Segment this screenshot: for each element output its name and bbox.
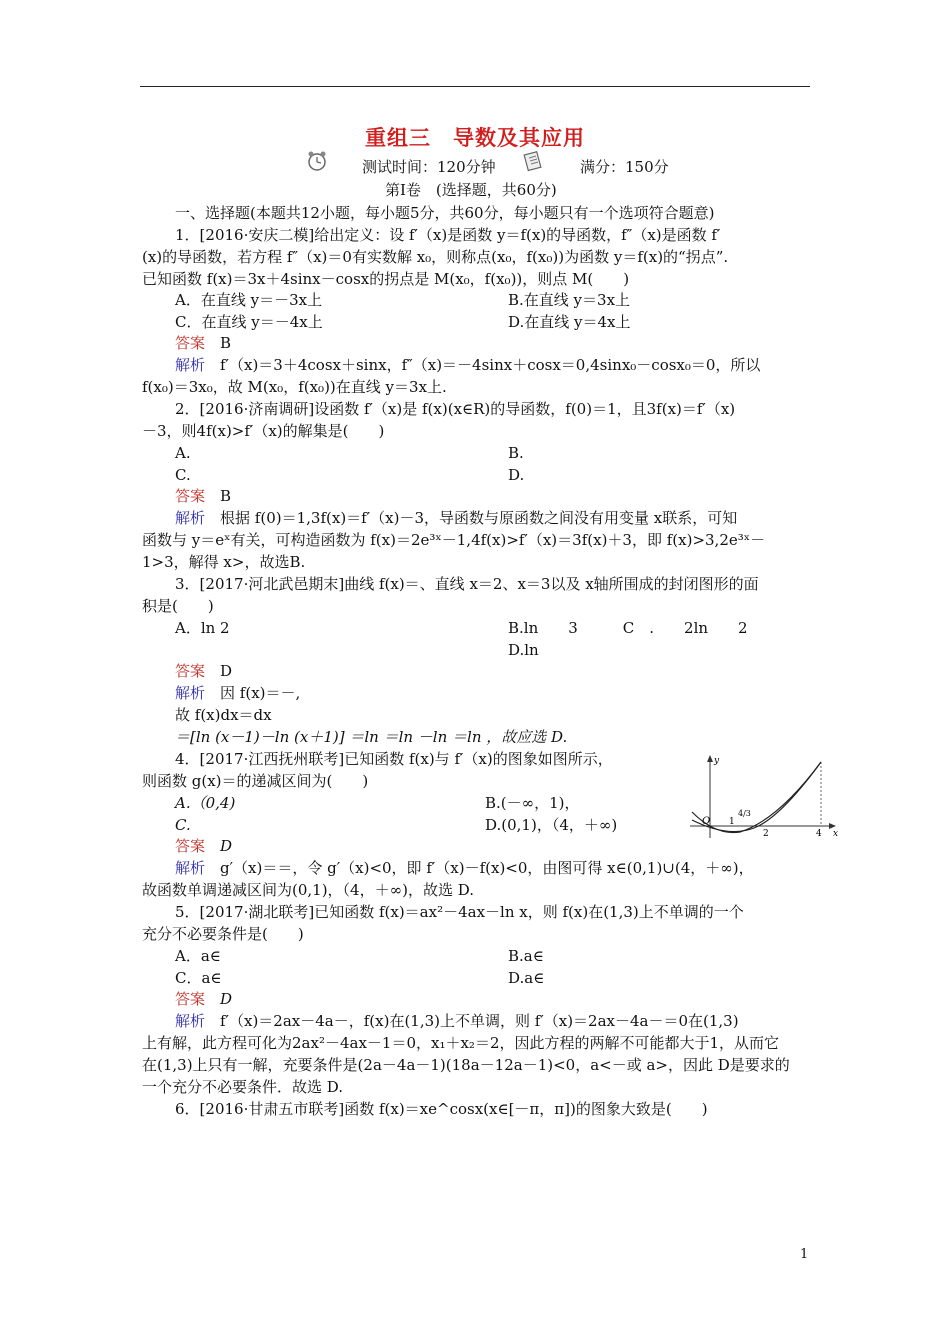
solution-text: f′（x)＝2ax－4a－，f(x)在(1,3)上不单调，则 f′（x)＝2ax－4a－＝0在(1,3): [220, 1012, 739, 1030]
q3-solution-1: [175, 683, 300, 703]
q5-option-a: A．a∈: [175, 947, 221, 965]
function-graph-figure: [688, 754, 840, 846]
test-time: 测试时间：120分钟: [362, 158, 496, 176]
q3-solution-3: ＝[ln (x－1)－ln (x＋1)] ＝ln ＝ln －ln ＝ln ，故应选 D.: [175, 728, 568, 746]
q1-line-2: (x)的导函数，若方程 f″（x)＝0有实数解 x₀，则称点(x₀，f(x₀))为函数 y＝f(x)的“拐点”.: [142, 248, 729, 266]
q5-line-1: 5．[2017·湖北联考]已知函数 f(x)＝ax²－4ax－ln x，则 f(x)在(1,3)上不单调的一个: [175, 903, 744, 921]
q1-line-1: 1．[2016·安庆二模]给出定义：设 f′（x)是函数 y＝f(x)的导函数，f″（x)是函数 f′: [175, 226, 721, 244]
q2-line-1: 2．[2016·济南调研]设函数 f′（x)是 f(x)(x∈R)的导函数，f(0)＝1，且3f(x)＝f′（x): [175, 400, 736, 418]
answer-value: D: [220, 837, 233, 855]
q6-line-1: 6．[2016·甘肃五市联考]函数 f(x)＝xe^cosx(x∈[－π，π])的图象大致是( ): [175, 1100, 708, 1118]
solution-label: 解析: [175, 684, 206, 702]
q5-option-c: C．a∈: [175, 969, 222, 987]
answer-label: 答案: [175, 487, 206, 505]
q3-answer: [175, 661, 232, 681]
curve-f: [692, 762, 821, 832]
q4-answer: [175, 836, 232, 856]
solution-label: 解析: [175, 356, 206, 374]
q3-line-2: 积是( ): [142, 597, 214, 615]
page-title: 重组三 导数及其应用: [365, 125, 585, 150]
q1-answer: [175, 333, 231, 353]
answer-value: B: [220, 487, 232, 505]
q2-solution-2: 函数与 y＝eˣ有关，可构造函数为 f(x)＝2e³ˣ－1,4f(x)>f′（x)＝3f(x)＋3，即 f(x)>3,2e³ˣ－: [142, 531, 766, 549]
q5-solution-4: 一个充分不必要条件．故选 D.: [142, 1078, 344, 1096]
q4-solution-2: 故函数单调递减区间为(0,1)，（4，＋∞)，故选 D.: [142, 881, 474, 899]
graph-tick-1: 1: [729, 817, 735, 827]
q1-option-b: B.在直线 y＝3x上: [508, 291, 631, 309]
answer-label: 答案: [175, 990, 206, 1008]
q5-line-2: 充分不必要条件是( ): [142, 925, 304, 943]
q3-option-d: D.ln: [508, 641, 539, 659]
q4-option-b: B.(－∞，1)，: [485, 794, 580, 812]
exam-paper-icon: [522, 150, 544, 172]
q2-option-c: C.: [175, 466, 191, 484]
graph-tick-4-3: 4/3: [738, 809, 751, 818]
part-heading: 一、选择题(本题共12小题，每小题5分，共60分，每小题只有一个选项符合题意): [175, 204, 715, 222]
q4-solution-1: [175, 858, 754, 878]
q4-line-1: 4．[2017·江西抚州联考]已知函数 f(x)与 f′（x)的图象如图所示，: [175, 750, 613, 768]
alarm-clock-icon: [306, 150, 328, 172]
graph-tick-2: 2: [763, 829, 769, 839]
q5-option-b: B.a∈: [508, 947, 544, 965]
solution-text: 因 f(x)＝－,: [220, 684, 301, 702]
solution-text: 根据 f(0)＝1,3f(x)＝f′（x)－3，导函数与原函数之间没有用变量 x联系，可知: [220, 509, 738, 527]
q5-option-d: D.a∈: [508, 969, 545, 987]
q3-option-bc: B.ln 3 C . 2ln 2: [508, 619, 748, 637]
graph-x-label: x: [833, 829, 839, 839]
q2-line-2: －3，则4f(x)>f′（x)的解集是( ): [142, 422, 385, 440]
q2-solution-3: 1>3，解得 x>，故选B.: [142, 553, 306, 571]
q1-option-a: A．在直线 y＝－3x上: [175, 291, 323, 309]
q4-option-d: D.(0,1)，（4，＋∞): [485, 816, 618, 834]
y-axis-arrow: [707, 755, 713, 762]
solution-label: 解析: [175, 509, 206, 527]
answer-value: D: [220, 990, 233, 1008]
answer-label: 答案: [175, 334, 206, 352]
q3-solution-2: 故 f(x)dx＝dx: [175, 706, 272, 724]
graph-origin-label: O: [702, 816, 711, 827]
answer-value: D: [220, 662, 233, 680]
q5-solution-3: 在(1,3)上只有一解，充要条件是(2a－4a－1)(18a－12a－1)<0，a<－或 a>，因此 D是要求的: [142, 1056, 790, 1074]
answer-label: 答案: [175, 837, 206, 855]
q3-line-1: 3．[2017·河北武邑期末]曲线 f(x)＝、直线 x＝2、x＝3以及 x轴所围成的封闭图形的面: [175, 575, 759, 593]
q1-solution-2: f(x₀)＝3x₀，故 M(x₀，f(x₀))在直线 y＝3x上.: [142, 378, 447, 396]
q2-solution-1: [175, 508, 737, 528]
solution-label: 解析: [175, 1012, 206, 1030]
q1-option-c: C．在直线 y＝－4x上: [175, 313, 323, 331]
q1-solution-1: [175, 355, 760, 375]
q5-solution-1: [175, 1011, 739, 1031]
q5-answer: [175, 989, 232, 1009]
q1-option-d: D.在直线 y＝4x上: [508, 313, 631, 331]
q3-option-a: A．ln 2: [175, 619, 230, 637]
q2-answer: [175, 486, 231, 506]
full-score: 满分：150分: [580, 158, 669, 176]
q2-option-b: B.: [508, 444, 524, 462]
page-number: 1: [800, 1247, 809, 1262]
answer-value: B: [220, 334, 232, 352]
q4-option-a: A.（0,4): [175, 794, 236, 812]
section-heading: 第Ⅰ卷 (选择题，共60分): [385, 181, 557, 199]
solution-text: f′（x)＝3＋4cosx＋sinx，f″（x)＝－4sinx＋cosx＝0,4sinx₀－cosx₀＝0，所以: [220, 356, 761, 374]
solution-label: 解析: [175, 859, 206, 877]
answer-label: 答案: [175, 662, 206, 680]
q5-solution-2: 上有解，此方程可化为2ax²－4ax－1＝0，x₁＋x₂＝2，因此方程的两解不可能都大于1，从而它: [142, 1034, 780, 1052]
graph-tick-4: 4: [816, 829, 822, 839]
q4-option-c: C.: [175, 816, 191, 834]
header-rule: [140, 86, 810, 87]
q2-option-d: D.: [508, 466, 525, 484]
solution-text: g′（x)＝＝，令 g′（x)<0，即 f′（x)－f(x)<0，由图可得 x∈(0,1)∪(4，＋∞)，: [220, 859, 754, 877]
q1-line-3: 已知函数 f(x)＝3x＋4sinx－cosx的拐点是 M(x₀，f(x₀))，则点 M( ): [142, 270, 630, 288]
q4-line-2: 则函数 g(x)＝的递减区间为( ): [142, 772, 369, 790]
graph-y-label: y: [714, 756, 720, 766]
curve-f-prime: [692, 762, 821, 833]
q2-option-a: A.: [175, 444, 191, 462]
